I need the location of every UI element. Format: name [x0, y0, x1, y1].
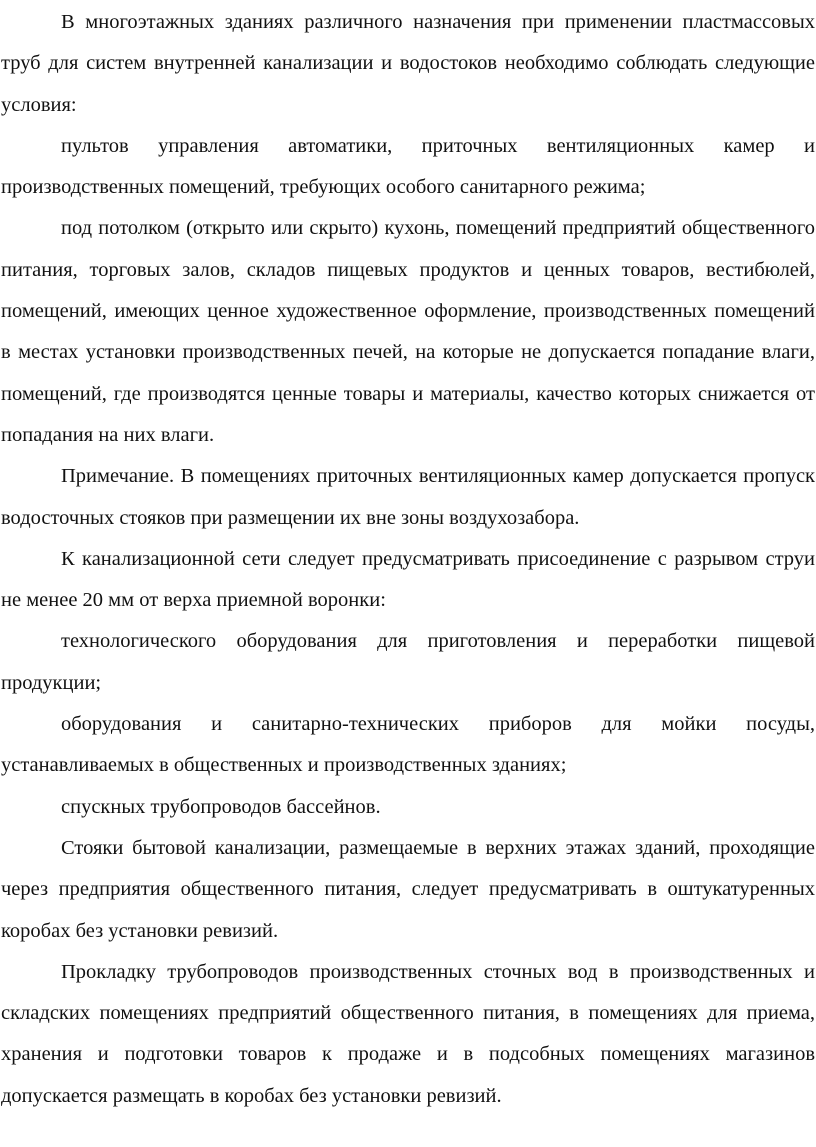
paragraph-control-panels: пультов управления автоматики, приточных вентиляционных камер и производственных помещений, требующих особого санитарного режима; — [1, 134, 815, 199]
paragraph-air-gap: К канализационной сети следует предусматривать присоединение с разрывом струи не менее 20 мм от верха приемной воронки: — [1, 547, 815, 612]
paragraph-risers: Стояки бытовой канализации, размещаемые в верхних этажах зданий, проходящие через предприятия общественного питания, следует предусматривать в оштукатуренных коробах без установки ревизий. — [1, 836, 815, 942]
paragraph-food-equipment: технологического оборудования для приготовления и переработки пищевой продукции; — [1, 630, 815, 694]
paragraph-industrial-pipes: Прокладку трубопроводов производственных сточных вод в производственных и складских помещениях предприятий общественного питания, в помещениях для приема, хранения и подготовки товаров к продаже и в подсобных помещениях магазинов допускается размещать в коробах без установки ревизий. — [1, 960, 815, 1107]
paragraph-dishwashing: оборудования и санитарно-технических приборов для мойки посуды, устанавливаемых в общественных и производственных зданиях; — [1, 713, 815, 777]
paragraph-pools: спускных трубопроводов бассейнов. — [61, 795, 381, 818]
paragraph-note: Примечание. В помещениях приточных вентиляционных камер допускается пропуск водосточных стояков при размещении их вне зоны воздухозабора. — [1, 465, 815, 529]
paragraph-under-ceiling: под потолком (открыто или скрыто) кухонь, помещений предприятий общественного питания, торговых залов, складов пищевых продуктов и ценных товаров, вестибюлей, помещений, имеющих ценное художественное оформление, производственных помещений в местах установки производственных печей, на которые не допускается попадание влаги, помещений, где производятся ценные товары и материалы, качество которых снижается от попадания на них влаги. — [1, 217, 815, 446]
paragraph-intro: В многоэтажных зданиях различного назначения при применении пластмассовых труб для систем внутренней канализации и водостоков необходимо соблюдать следующие условия: — [1, 11, 815, 116]
